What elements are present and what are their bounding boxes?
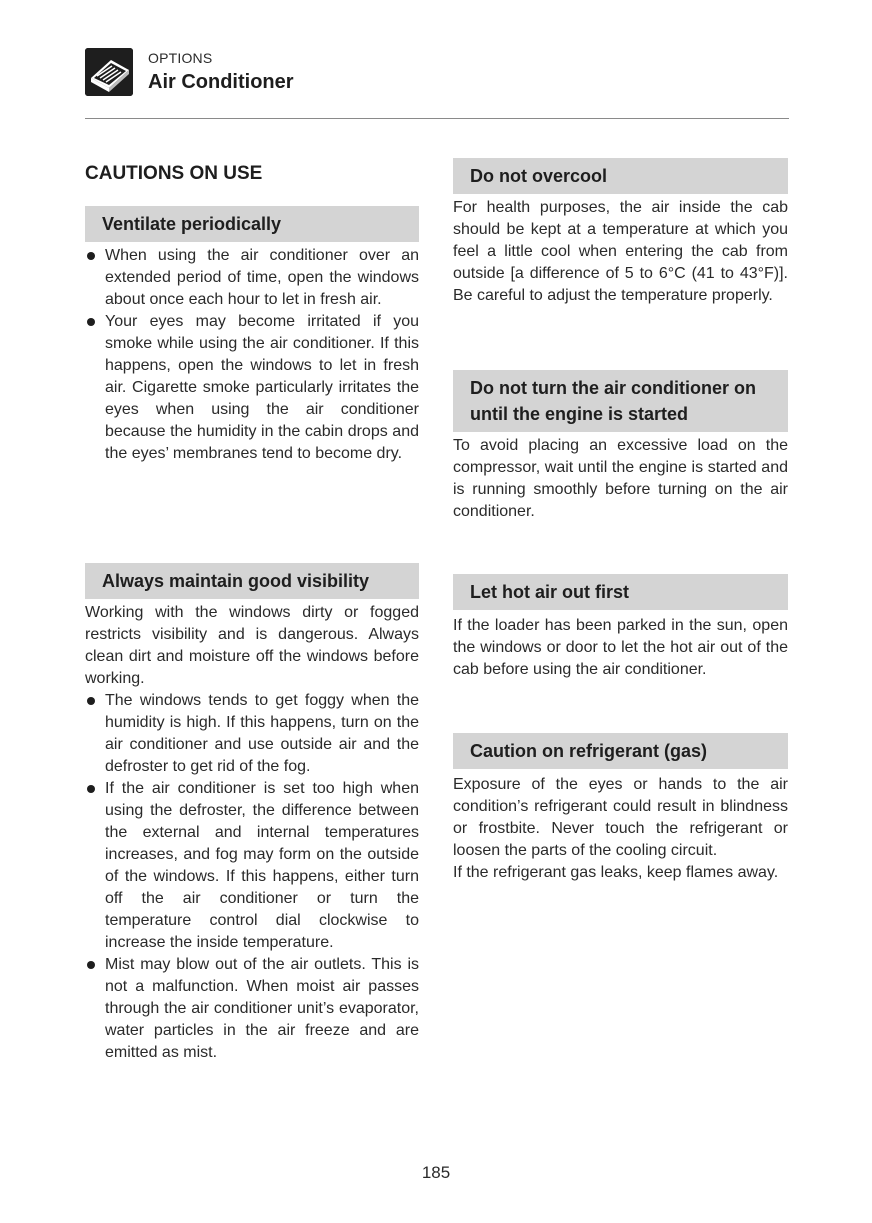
hot-air-text: If the loader has been parked in the sun, open the windows or door to let the hot air out of the cab before using the air conditioner. [453, 617, 788, 678]
refrigerant-text: Exposure of the eyes or hands to the air condition’s refrigerant could result in blindness or frostbite. Never touch the refrigerant or loosen the parts of the cooling circuit. If the refrigerant gas leaks, keep flames away. [453, 776, 788, 881]
section-title-overcool: Do not overcool [453, 158, 788, 194]
section-title-hot-air: Let hot air out first [453, 574, 788, 610]
page-title: Air Conditioner [148, 71, 294, 93]
section-title-ventilate: Ventilate periodically [85, 206, 419, 242]
page-number: 185 [421, 1163, 451, 1182]
bullet-icon [87, 961, 95, 969]
visibility-intro: Working with the windows dirty or fogged restricts visibility and is dangerous. Always clean dirt and moisture off the windows before working. [85, 604, 419, 687]
visibility-bullet-list [85, 690, 419, 1064]
page-header [85, 48, 789, 118]
list-item: The windows tends to get foggy when the humidity is high. If this happens, turn on the air conditioner and use outside air and the defroster to get rid of the fog. [85, 690, 419, 778]
header-divider [85, 118, 789, 119]
header-section-label: OPTIONS [148, 50, 213, 66]
bullet-icon [87, 252, 95, 260]
list-item: When using the air conditioner over an extended period of time, open the windows about once each hour to let in fresh air. [85, 245, 419, 311]
air-conditioner-icon [85, 48, 133, 96]
bullet-icon [87, 785, 95, 793]
section-title-visibility: Always maintain good visibility [85, 563, 419, 599]
engine-text: To avoid placing an excessive load on the compressor, wait until the engine is started and is running smoothly before turning on the air conditioner. [453, 437, 788, 520]
bullet-icon [87, 318, 95, 326]
section-title-engine: Do not turn the air conditioner on until the engine is started [453, 370, 788, 432]
bullet-icon [87, 697, 95, 705]
list-item: If the air conditioner is set too high when using the defroster, the difference between the external and internal temperatures increases, and fog may form on the outside of the windows. If this happens, either turn off the air conditioner or turn the temperature control dial clockwise to increase the inside temperature. [85, 778, 419, 954]
list-item: Your eyes may become irritated if you smoke while using the air conditioner. If this happens, open the windows to let in fresh air. Cigarette smoke particularly irritates the eyes when using the air conditioner because the humidity in the cabin drops and the eyes’ membranes tend to become dry. [85, 311, 419, 465]
ventilate-bullet-list [85, 245, 419, 465]
list-item: Mist may blow out of the air outlets. This is not a malfunction. When moist air passes through the air conditioner unit’s evaporator, water particles in the air freeze and are emitted as mist. [85, 954, 419, 1064]
section-title-refrigerant: Caution on refrigerant (gas) [453, 733, 788, 769]
main-heading: CAUTIONS ON USE [85, 163, 263, 184]
overcool-text: For health purposes, the air inside the cab should be kept at a temperature at which you feel a little cool when entering the cab from outside [a difference of 5 to 6°C (41 to 43°F)]. Be careful to adjust the temperature properly. [453, 199, 788, 304]
